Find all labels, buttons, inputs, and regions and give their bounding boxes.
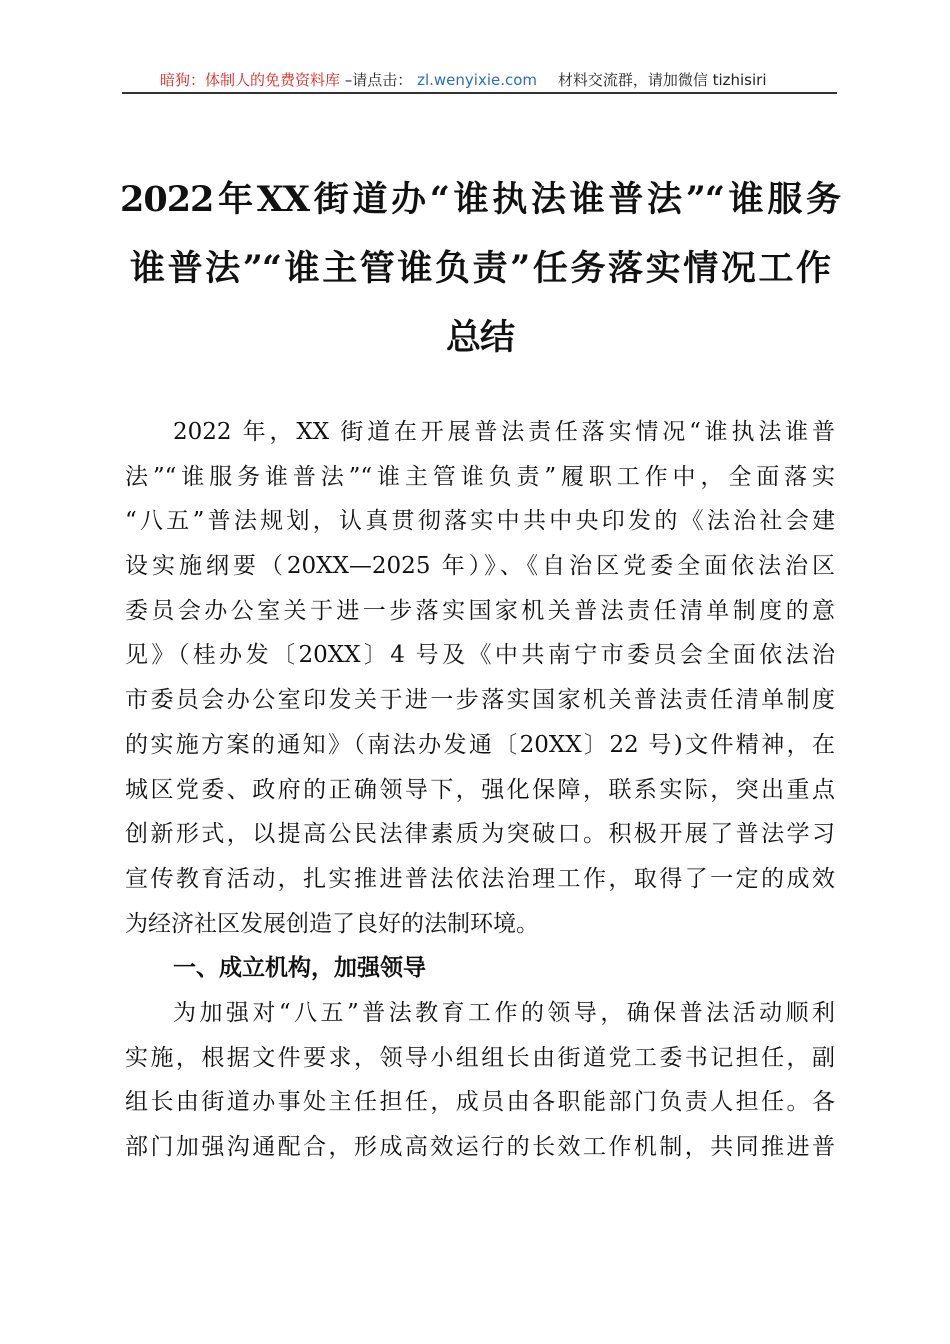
text-line: “八五”普法规划，认真贯彻落实中共中央印发的《法治社会建 — [125, 508, 835, 535]
section-heading: 一、成立机构，加强领导 — [173, 955, 426, 982]
text-line: 宣传教育活动，扎实推进普法依法治理工作，取得了一定的成效 — [125, 865, 835, 892]
paragraph-intro — [125, 410, 835, 946]
text-line: 市委员会办公室印发关于进一步落实国家机关普法责任清单制度 — [125, 687, 835, 714]
text-line: 2022 年，XX 街道在开展普法责任落实情况“谁执法谁普 — [173, 419, 835, 445]
header-click-prefix: –请点击： — [344, 71, 413, 89]
header-contact: 材料交流群，请加微信 tizhisiri — [557, 71, 767, 89]
paragraph-leadership — [125, 991, 835, 1170]
text-line: 城区党委、政府的正确领导下，强化保障，联系实际，突出重点 — [125, 776, 835, 803]
text-line: 组长由街道办事处主任担任，成员由各职能部门负责人担任。各 — [125, 1089, 835, 1116]
text-line: 实施，根据文件要求，领导小组组长由街道党工委书记担任，副 — [125, 1044, 835, 1071]
text-line: 为经济社区发展创造了良好的法制环境。 — [125, 910, 539, 937]
page-header — [122, 68, 837, 94]
title-line: 谁普法”“谁主管谁负责”任务落实情况工作 — [130, 248, 830, 289]
text-line: 法”“谁服务谁普法”“谁主管谁负责”履职工作中，全面落实 — [125, 463, 835, 490]
text-line: 为加强对“八五”普法教育工作的领导，确保普法活动顺利 — [173, 999, 835, 1026]
text-line: 创新形式，以提高公民法律素质为突破口。积极开展了普法学习 — [125, 821, 835, 848]
document-title — [120, 170, 840, 377]
header-url-link[interactable]: zl.wenyixie.com — [417, 71, 538, 89]
document-body — [125, 410, 835, 1170]
text-line: 的实施方案的通知》（南法办发通〔20XX〕22 号)文件精神，在 — [125, 731, 835, 758]
header-promo: 暗狗：体制人的免费资料库 — [160, 71, 341, 89]
text-line: 委员会办公室关于进一步落实国家机关普法责任清单制度的意 — [125, 597, 835, 624]
text-line: 部门加强沟通配合，形成高效运行的长效工作机制，共同推进普 — [125, 1134, 835, 1160]
text-line: 设实施纲要（20XX—2025 年）》、《自治区党委全面依法治区 — [125, 553, 835, 580]
title-line: 2022年XX街道办“谁执法谁普法”“谁服务 — [120, 179, 840, 220]
text-line: 见》（桂办发〔20XX〕4 号及《中共南宁市委员会全面依法治 — [125, 642, 835, 669]
title-line: 总结 — [445, 317, 514, 358]
